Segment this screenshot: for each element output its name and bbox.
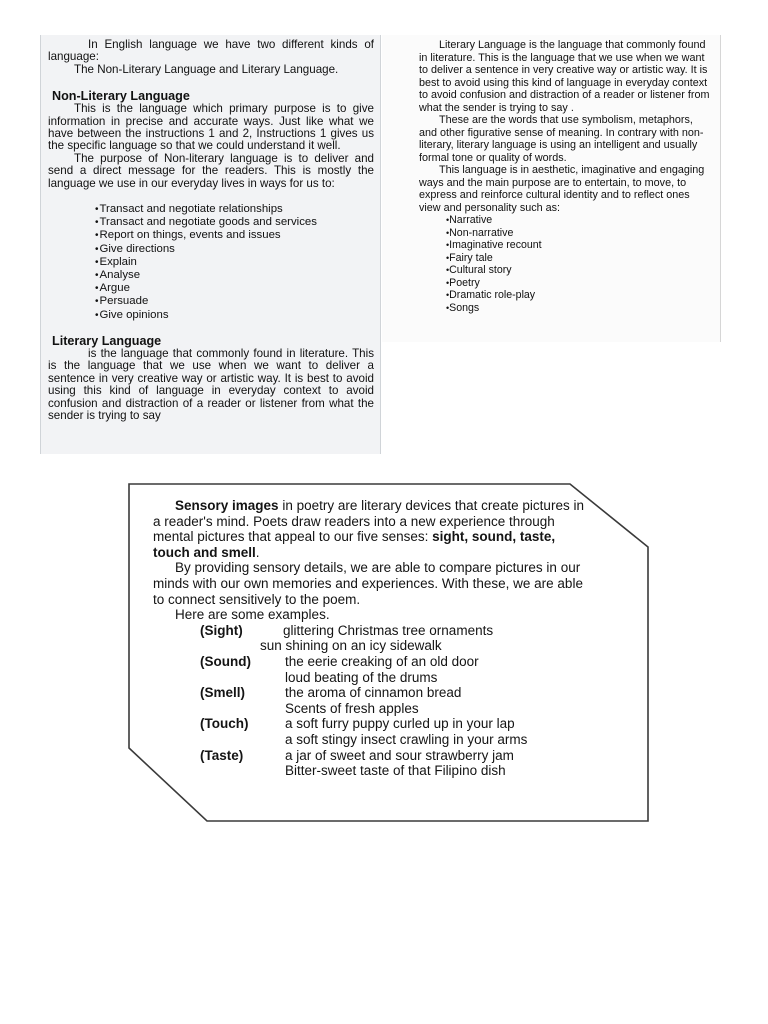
sensory-images-title: Sensory images: [175, 498, 279, 513]
sensory-intro-end: .: [255, 544, 260, 560]
sensory-images-card: [128, 483, 649, 822]
example-row-smell: [153, 685, 593, 701]
example-row-smell-2: [153, 701, 593, 717]
intro-kinds: The Non-Literary Language and Literary Language.: [74, 62, 339, 76]
example-row-sight-2: [153, 638, 593, 654]
left-document-panel: [40, 35, 381, 454]
list-item: • Explain: [95, 256, 374, 269]
non-literary-paragraph-1: This is the language which primary purpose is to give information in precise and accurate ways. Just like what we have between the instructions 1 and 2, Instructions 1 gives us the specific language so that we could understand it well.: [48, 102, 374, 153]
example-row-touch: [153, 716, 593, 732]
sensory-details-paragraph: By providing sensory details, we are able to compare pictures in our minds with our own memories and experiences. With these, we are able to connect sensitively to the poem.: [153, 560, 583, 607]
example-text: the aroma of cinnamon bread: [285, 685, 462, 701]
literary-definition-paragraph: Literary Language is the language that commonly found in literature. This is the language that we use when we want to deliver a sentence in very creative way or artistic way. It is best to avoid using this kind of language in everyday context to avoid confusion and distraction of a reader or listener from what the sender is trying to say .: [419, 39, 710, 114]
list-item: • Imaginative recount: [446, 239, 712, 252]
list-item: • Transact and negotiate relationships: [95, 203, 374, 216]
example-text: sun shining on an icy sidewalk: [260, 638, 442, 654]
example-text: a soft stingy insect crawling in your arms: [285, 731, 528, 747]
example-row-sound-2: [153, 670, 593, 686]
list-item: • Analyse: [95, 269, 374, 282]
right-document-panel: [382, 35, 721, 342]
list-item: • Argue: [95, 282, 374, 295]
example-row-touch-2: [153, 732, 593, 748]
list-item: • Songs: [446, 302, 712, 315]
list-item: • Transact and negotiate goods and services: [95, 216, 374, 229]
example-label: (Touch): [200, 716, 249, 732]
list-item: • Narrative: [446, 214, 712, 227]
examples-intro: Here are some examples.: [175, 607, 330, 623]
list-item: • Non-narrative: [446, 227, 712, 240]
example-label: (Sound): [200, 653, 251, 669]
non-literary-paragraph-2: The purpose of Non-literary language is to deliver and send a direct message for the readers. This is mostly the language we use in our everyday lives in ways for us to:: [48, 151, 374, 190]
example-label: (Smell): [200, 685, 246, 701]
list-item: • Give directions: [95, 243, 374, 256]
example-text: loud beating of the drums: [285, 669, 438, 685]
example-row-taste-2: [153, 763, 593, 779]
example-text: a jar of sweet and sour strawberry jam: [285, 747, 514, 763]
intro-paragraph: In English language we have two different kinds of language:: [48, 38, 374, 64]
example-row-sound: [153, 654, 593, 670]
non-literary-uses-list: [95, 203, 374, 322]
list-item: • Report on things, events and issues: [95, 229, 374, 242]
literary-symbolism-paragraph: These are the words that use symbolism, metaphors, and other figurative sense of meaning. In contrary with non-literary, literary language is using an intelligent and usually formal tone or quality of words.: [419, 114, 704, 164]
list-item: • Dramatic role-play: [446, 289, 712, 302]
literary-heading: Literary Language: [52, 333, 162, 348]
example-text: the eerie creaking of an old door: [285, 653, 479, 669]
non-literary-heading: Non-Literary Language: [52, 89, 190, 104]
list-item: • Fairy tale: [446, 252, 712, 265]
list-item: • Poetry: [446, 277, 712, 290]
example-label: (Taste): [200, 747, 244, 763]
list-item: • Cultural story: [446, 264, 712, 277]
literary-paragraph: is the language that commonly found in literature. This is the language that we use when we want to deliver a sentence in very creative way or artistic way. It is best to avoid using this kind of language in everyday context to avoid confusion and distraction of a reader or listener from what the sender is trying to say: [48, 346, 374, 422]
example-row-taste: [153, 748, 593, 764]
literary-purpose-paragraph: This language is in aesthetic, imaginative and engaging ways and the main purpose are to entertain, to move, to express and reinforce cultural identity and to reflect ones view and personality such as:: [419, 164, 705, 214]
example-row-sight: [153, 623, 593, 639]
example-label: (Sight): [200, 622, 243, 638]
example-text: glittering Christmas tree ornaments: [283, 622, 494, 638]
literary-types-list: [446, 214, 712, 314]
example-text: a soft furry puppy curled up in your lap: [285, 716, 515, 732]
sensory-intro-paragraph: [153, 498, 593, 560]
list-item: • Persuade: [95, 295, 374, 308]
list-item: • Give opinions: [95, 309, 374, 322]
example-text: Scents of fresh apples: [285, 700, 419, 716]
five-senses-list: sight, sound, taste, touch and smell: [153, 529, 556, 560]
sensory-intro-text: in poetry are literary devices that create pictures in a reader's mind. Poets draw readers into a new experience through mental pictures that appeal to our five senses:: [153, 498, 584, 545]
example-text: Bitter-sweet taste of that Filipino dish: [285, 763, 506, 779]
